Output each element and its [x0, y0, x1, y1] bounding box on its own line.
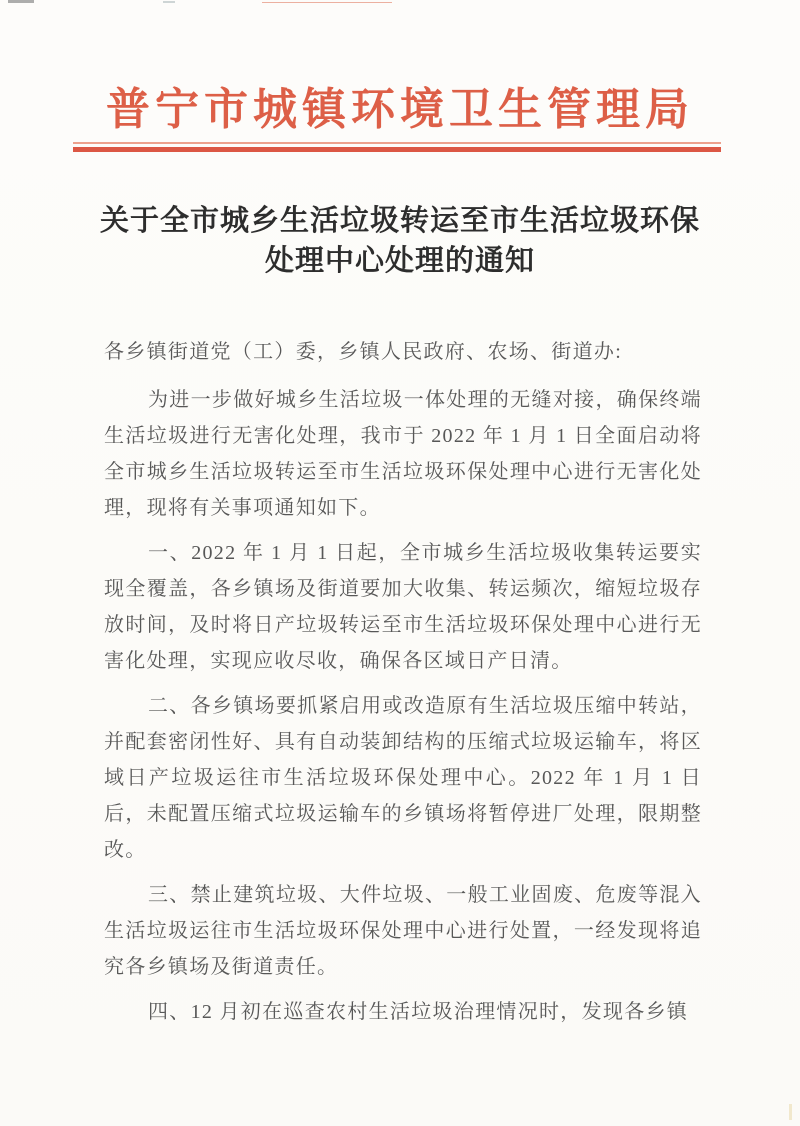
- agency-letterhead: 普宁市城镇环境卫生管理局: [106, 85, 694, 134]
- letterhead-separator: [73, 142, 721, 152]
- separator-thick-line: [73, 147, 721, 152]
- paragraph-intro: 为进一步做好城乡生活垃圾一体处理的无缝对接，确保终端生活垃圾进行无害化处理，我市于 2022 年 1 月 1 日全面启动将全市城乡生活垃圾转运至市生活垃圾环保处理中心进行无害化处理，现将有关事项通知如下。: [104, 389, 702, 519]
- paragraph-item-1: 一、2022 年 1 月 1 日起，全市城乡生活垃圾收集转运要实现全覆盖，各乡镇场及街道要加大收集、转运频次，缩短垃圾存放时间，及时将日产垃圾转运至市生活垃圾环保处理中心进行无害化处理，实现应收尽收，确保各区域日产日清。: [104, 542, 702, 672]
- document-title-line-2: 处理中心处理的通知: [264, 245, 535, 277]
- salutation-line: 各乡镇街道党（工）委，乡镇人民政府、农场、街道办:: [104, 341, 623, 363]
- document-title: [0, 201, 800, 281]
- scan-artifact-red-line: [262, 2, 392, 3]
- document-body: [104, 334, 702, 1039]
- paragraph-item-4: 四、12 月初在巡查农村生活垃圾治理情况时，发现各乡镇: [148, 1001, 689, 1023]
- paragraph-item-2: 二、各乡镇场要抓紧启用或改造原有生活垃圾压缩中转站，并配套密闭性好、具有自动装卸结构的压缩式垃圾运输车，将区域日产垃圾运往市生活垃圾环保处理中心。2022 年 1 月 1 日后，未配置压缩式垃圾运输车的乡镇场将暂停进厂处理，限期整改。: [104, 695, 702, 861]
- document-title-line-1: 关于全市城乡生活垃圾转运至市生活垃圾环保: [99, 205, 700, 237]
- scan-artifact-corner: [789, 1104, 792, 1120]
- scan-artifact-dash: [8, 0, 34, 3]
- paragraph-item-3: 三、禁止建筑垃圾、大件垃圾、一般工业固废、危废等混入生活垃圾运往市生活垃圾环保处理中心进行处置，一经发现将追究各乡镇场及街道责任。: [104, 884, 702, 978]
- scan-artifact-mark: [163, 1, 175, 3]
